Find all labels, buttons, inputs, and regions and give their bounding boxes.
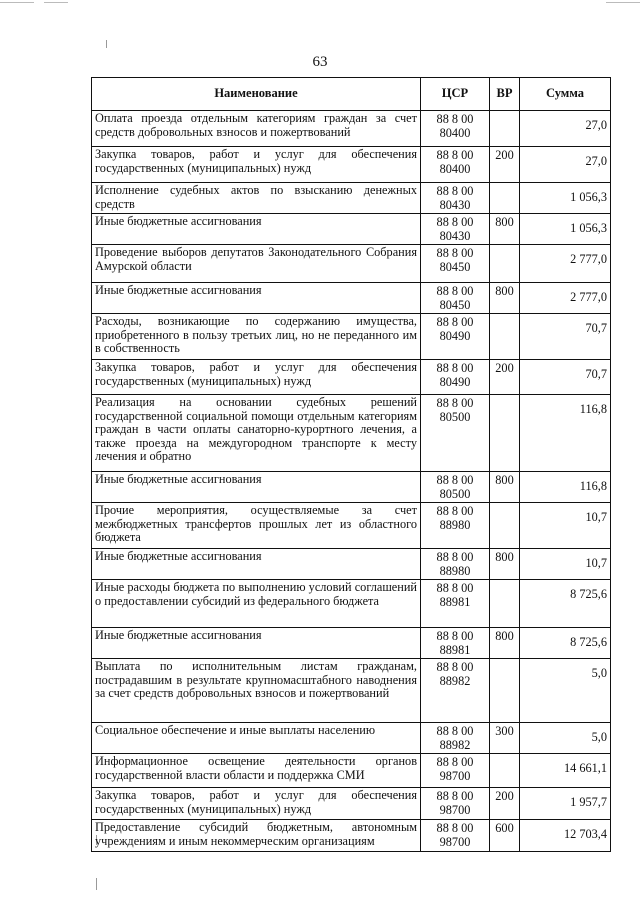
row-name: Иные бюджетные ассигнования [92,549,421,580]
row-csr: 88 8 00 88980 [421,503,490,549]
table-row [92,183,611,214]
scan-mark [96,878,97,890]
table-row [92,754,611,788]
row-csr: 88 8 00 80500 [421,395,490,472]
row-sum: 5,0 [520,659,611,723]
row-csr: 88 8 00 80490 [421,314,490,360]
row-name: Закупка товаров, работ и услуг для обеспечения государственных (муниципальных) нужд [92,788,421,820]
row-csr: 88 8 00 98700 [421,788,490,820]
row-name: Иные бюджетные ассигнования [92,214,421,245]
row-vr: 800 [490,472,520,503]
row-sum: 10,7 [520,503,611,549]
row-sum: 1 056,3 [520,183,611,214]
scan-top-edge [0,2,640,10]
table-row [92,628,611,659]
row-csr: 88 8 00 98700 [421,754,490,788]
row-name: Иные расходы бюджета по выполнению условий соглашений о предоставлении субсидий из федерального бюджета [92,580,421,628]
row-name: Иные бюджетные ассигнования [92,628,421,659]
row-vr [490,245,520,283]
row-name: Реализация на основании судебных решений государственной социальной помощи отдельным категориям граждан в части оплаты санаторно-курортного лечения, а также проезда на междугородном транспорте к месту лечения и обратно [92,395,421,472]
header-vr: ВР [490,78,520,111]
row-name: Выплата по исполнительным листам гражданам, пострадавшим в результате крупномасштабного наводнения за счет средств добровольных взносов и пожертвований [92,659,421,723]
table-row [92,147,611,183]
table-row [92,723,611,754]
table-row [92,788,611,820]
row-name: Закупка товаров, работ и услуг для обеспечения государственных (муниципальных) нужд [92,147,421,183]
row-sum: 2 777,0 [520,283,611,314]
table-row [92,549,611,580]
table-row [92,820,611,852]
row-sum: 1 056,3 [520,214,611,245]
header-sum: Сумма [520,78,611,111]
row-name: Исполнение судебных актов по взысканию денежных средств [92,183,421,214]
row-csr: 88 8 00 80430 [421,183,490,214]
row-vr [490,659,520,723]
row-name: Расходы, возникающие по содержанию имущества, приобретенного в пользу третьих лиц, но не переданного им в собственность [92,314,421,360]
row-csr: 88 8 00 88982 [421,659,490,723]
header-name: Наименование [92,78,421,111]
row-sum: 8 725,6 [520,628,611,659]
row-sum: 1 957,7 [520,788,611,820]
row-vr [490,580,520,628]
row-name: Информационное освещение деятельности органов государственной власти области и поддержка СМИ [92,754,421,788]
row-sum: 10,7 [520,549,611,580]
row-name: Предоставление субсидий бюджетным, автономным учреждениям и иным некоммерческим организациям [92,820,421,852]
row-vr [490,754,520,788]
row-csr: 88 8 00 80450 [421,283,490,314]
table-row [92,580,611,628]
row-sum: 27,0 [520,111,611,147]
row-sum: 116,8 [520,472,611,503]
row-sum: 70,7 [520,360,611,395]
row-sum: 27,0 [520,147,611,183]
row-sum: 8 725,6 [520,580,611,628]
row-name: Закупка товаров, работ и услуг для обеспечения государственных (муниципальных) нужд [92,360,421,395]
scan-mark [106,40,107,48]
row-vr: 800 [490,214,520,245]
row-vr [490,111,520,147]
row-csr: 88 8 00 98700 [421,820,490,852]
header-csr: ЦСР [421,78,490,111]
row-sum: 116,8 [520,395,611,472]
row-vr: 600 [490,820,520,852]
table-row [92,245,611,283]
row-csr: 88 8 00 88980 [421,549,490,580]
row-sum: 14 661,1 [520,754,611,788]
row-vr [490,503,520,549]
row-vr: 300 [490,723,520,754]
row-vr [490,183,520,214]
table-row [92,214,611,245]
table-row [92,314,611,360]
table-row [92,283,611,314]
table-row [92,472,611,503]
table-row [92,360,611,395]
row-csr: 88 8 00 80400 [421,111,490,147]
row-sum: 70,7 [520,314,611,360]
table-row [92,503,611,549]
row-csr: 88 8 00 88982 [421,723,490,754]
row-name: Иные бюджетные ассигнования [92,283,421,314]
row-vr: 800 [490,549,520,580]
page-number: 63 [312,54,328,70]
row-vr: 200 [490,360,520,395]
row-vr: 800 [490,628,520,659]
row-sum: 5,0 [520,723,611,754]
row-vr: 800 [490,283,520,314]
row-csr: 88 8 00 88981 [421,580,490,628]
row-csr: 88 8 00 80430 [421,214,490,245]
row-vr [490,395,520,472]
row-name: Прочие мероприятия, осуществляемые за счет межбюджетных трансфертов прошлых лет из областного бюджета [92,503,421,549]
row-name: Социальное обеспечение и иные выплаты населению [92,723,421,754]
row-vr: 200 [490,788,520,820]
row-csr: 88 8 00 80500 [421,472,490,503]
table-header-row [92,78,611,111]
row-csr: 88 8 00 80400 [421,147,490,183]
row-vr [490,314,520,360]
table-row [92,659,611,723]
table-body [92,111,611,852]
table-row [92,395,611,472]
row-sum: 12 703,4 [520,820,611,852]
row-name: Проведение выборов депутатов Законодательного Собрания Амурской области [92,245,421,283]
table-row [92,111,611,147]
row-csr: 88 8 00 88981 [421,628,490,659]
row-csr: 88 8 00 80490 [421,360,490,395]
row-vr: 200 [490,147,520,183]
row-csr: 88 8 00 80450 [421,245,490,283]
row-sum: 2 777,0 [520,245,611,283]
row-name: Оплата проезда отдельным категориям граждан за счет средств добровольных взносов и пожертвований [92,111,421,147]
budget-table [91,77,611,852]
row-name: Иные бюджетные ассигнования [92,472,421,503]
